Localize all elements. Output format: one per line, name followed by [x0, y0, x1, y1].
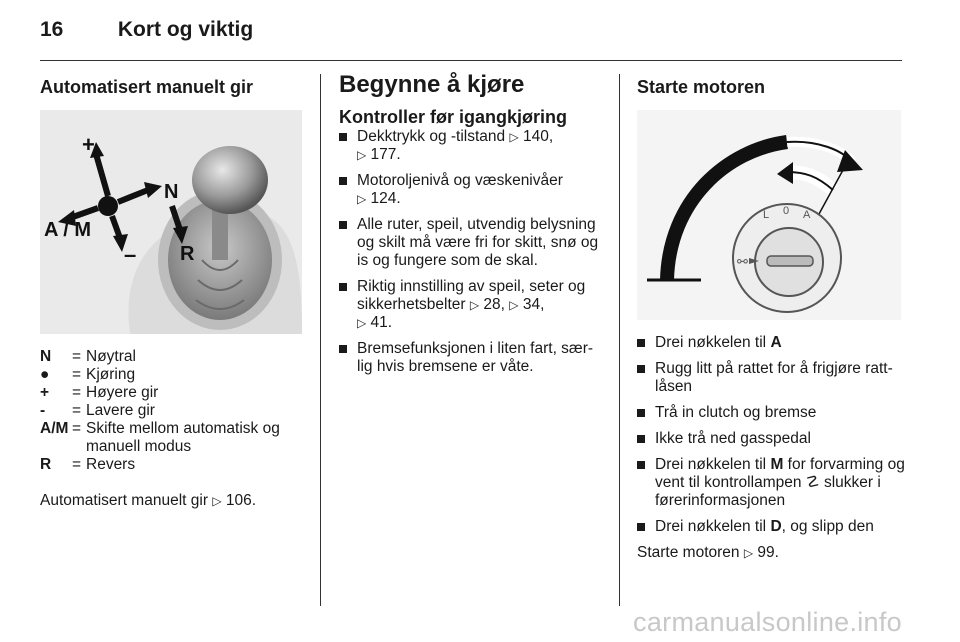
- label-plus: +: [82, 132, 95, 157]
- page-number: 16: [40, 18, 64, 41]
- legend-value: Revers: [86, 456, 136, 473]
- page-title: Kort og viktig: [117, 18, 254, 41]
- item-key: M: [770, 456, 784, 473]
- legend-key: A/M: [40, 420, 69, 437]
- legend-key: N: [40, 348, 52, 365]
- reference-arrow-icon: ▷: [743, 546, 754, 560]
- bullet-icon: [637, 435, 645, 443]
- legend-eq: =: [72, 420, 82, 437]
- start-steps: [637, 334, 905, 536]
- section-heading: Automatisert manuelt gir: [40, 77, 254, 97]
- legend-value: Høyere gir: [86, 384, 159, 401]
- list-item: [637, 518, 905, 536]
- reference-arrow-icon: ▷: [509, 298, 519, 312]
- gearshift-illustration: [40, 110, 302, 334]
- label-am: A / M: [44, 219, 92, 241]
- subsection-heading: Kontroller før igangkjøring: [339, 107, 567, 127]
- reference-text: Automatisert manuelt gir: [40, 492, 208, 509]
- legend-value: Kjøring: [86, 366, 136, 383]
- bullet-icon: [339, 283, 347, 291]
- svg-text:L: L: [763, 209, 770, 221]
- column-start-engine: [637, 72, 905, 562]
- list-item: [339, 216, 605, 270]
- item-text: Drei nøkkelen til: [655, 456, 771, 473]
- item-text: Dekktrykk og -tilstand: [357, 128, 506, 145]
- page-header: [40, 18, 253, 42]
- reference-page[interactable]: 106.: [225, 492, 257, 509]
- item-text: Rugg litt på rattet for å frigjøre ratt-låsen: [655, 360, 893, 395]
- legend-row: [40, 420, 302, 456]
- legend-key: +: [40, 384, 50, 401]
- legend: [40, 348, 302, 474]
- legend-eq: =: [72, 456, 82, 473]
- item-text: Riktig innstilling av speil, seter og sikkerhetsbelter: [357, 278, 586, 313]
- reference-text: Starte motoren: [637, 544, 740, 561]
- label-r: R: [180, 243, 195, 265]
- legend-row: [40, 366, 302, 384]
- ignition-figure: [637, 110, 901, 320]
- list-item: [339, 340, 605, 376]
- reference-page[interactable]: 34,: [522, 296, 545, 313]
- bullet-icon: [339, 221, 347, 229]
- reference-arrow-icon: ▷: [357, 148, 367, 162]
- legend-key: ●: [40, 366, 50, 383]
- list-item: [637, 334, 905, 352]
- bullet-icon: [339, 345, 347, 353]
- cross-reference: [40, 492, 302, 510]
- column-gearshift: [40, 72, 302, 510]
- item-key: A: [770, 334, 782, 351]
- reference-arrow-icon: ▷: [469, 298, 480, 312]
- list-item: [339, 278, 605, 332]
- list-item: [339, 172, 605, 208]
- item-text: Trå in clutch og bremse: [655, 404, 817, 421]
- list-item: [339, 128, 605, 164]
- legend-row: [40, 384, 302, 402]
- ignition-illustration: [637, 110, 901, 320]
- legend-row: [40, 456, 302, 474]
- legend-row: [40, 402, 302, 420]
- legend-eq: =: [72, 384, 82, 401]
- item-text: Drei nøkkelen til: [655, 334, 771, 351]
- reference-page[interactable]: 28,: [483, 296, 505, 313]
- legend-key: -: [40, 402, 46, 419]
- bullet-icon: [637, 365, 645, 373]
- list-item: [637, 404, 905, 422]
- reference-arrow-icon: ▷: [509, 130, 519, 144]
- item-key: D: [770, 518, 782, 535]
- item-text: Drei nøkkelen til: [655, 518, 771, 535]
- legend-key: R: [40, 456, 52, 473]
- reference-page[interactable]: 41.: [370, 314, 393, 331]
- label-n: N: [164, 181, 179, 203]
- reference-arrow-icon: ▷: [357, 192, 367, 206]
- reference-page[interactable]: 140,: [523, 128, 554, 145]
- reference-page[interactable]: 177.: [370, 146, 401, 163]
- list-item: [637, 456, 905, 510]
- legend-value: Nøytral: [86, 348, 136, 365]
- watermark: carmanualsonline.info: [633, 607, 902, 637]
- bullet-icon: [339, 177, 347, 185]
- reference-arrow-icon: ▷: [212, 494, 222, 508]
- legend-eq: =: [72, 366, 82, 383]
- item-text: for forvarming og vent til kontrollampen ☡ slukker i førerinformasjonen: [655, 456, 905, 509]
- item-text: , og slipp den: [781, 518, 874, 535]
- reference-page[interactable]: 124.: [370, 190, 401, 207]
- header-rule: [40, 60, 902, 61]
- section-heading: Starte motoren: [637, 77, 766, 97]
- reference-arrow-icon: ▷: [357, 316, 367, 330]
- svg-text:⚯: ⚯: [737, 255, 748, 270]
- checklist: [339, 128, 605, 376]
- svg-text:A: A: [803, 209, 811, 221]
- reference-page[interactable]: 99.: [757, 544, 779, 561]
- bullet-icon: [637, 461, 645, 469]
- item-text: Bremsefunksjonen i liten fart, sær-lig hvis bremsene er våte.: [357, 340, 594, 375]
- item-text: Motoroljenivå og væskenivåer: [357, 172, 563, 189]
- section-heading: Begynne å kjøre: [339, 71, 525, 98]
- legend-row: [40, 348, 302, 366]
- list-item: [637, 430, 905, 448]
- column-divider: [619, 74, 620, 606]
- item-text: Ikke trå ned gasspedal: [655, 430, 811, 447]
- cross-reference: [637, 544, 905, 562]
- bullet-icon: [637, 409, 645, 417]
- legend-eq: =: [72, 348, 82, 365]
- legend-value: Lavere gir: [86, 402, 155, 419]
- bullet-icon: [637, 339, 645, 347]
- bullet-icon: [637, 523, 645, 531]
- column-driving: [339, 72, 605, 384]
- bullet-icon: [339, 133, 347, 141]
- svg-text:0: 0: [783, 205, 790, 217]
- item-text: Alle ruter, speil, utvendig belysning og skilt må være fri for skitt, snø og is og fungere som de skal.: [357, 216, 599, 269]
- gearshift-figure: [40, 110, 302, 334]
- label-minus: –: [124, 242, 137, 267]
- legend-eq: =: [72, 402, 82, 419]
- list-item: [637, 360, 905, 396]
- legend-value: Skifte mellom automatisk og manuell modus: [86, 420, 280, 455]
- column-divider: [320, 74, 321, 606]
